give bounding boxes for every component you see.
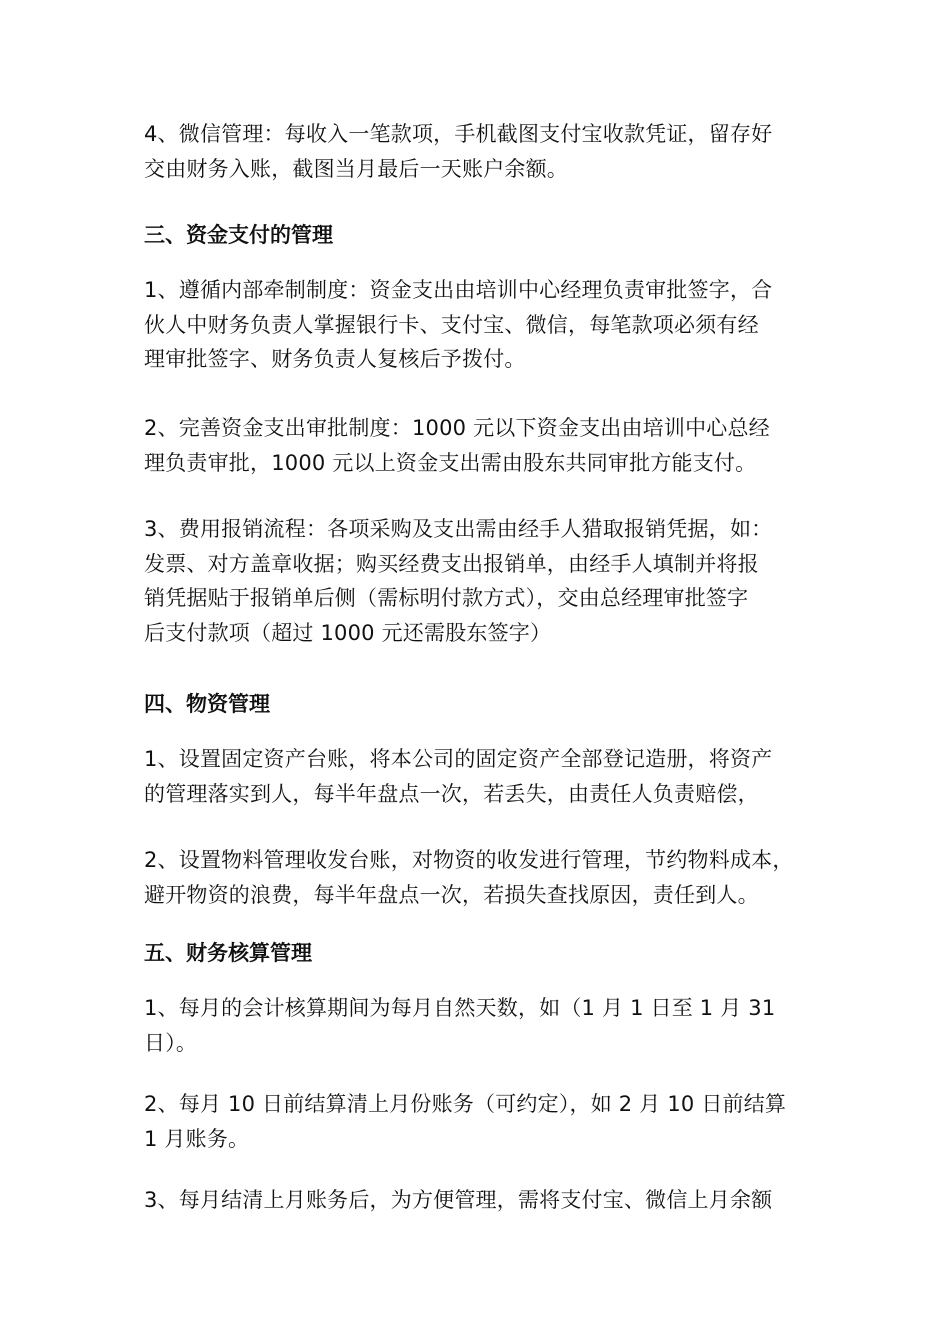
section-heading-accounting: 五、财务核算管理 <box>144 941 312 965</box>
text-line: 发票、对方盖章收据；购买经费支出报销单，由经手人填制并将报 <box>144 551 759 576</box>
paragraph-monthly-settlement <box>144 1087 824 1156</box>
text-line: 伙人中财务负责人掌握银行卡、支付宝、微信，每笔款项必须有经 <box>144 312 759 337</box>
text-line: 避开物资的浪费，每半年盘点一次，若损失查找原因，责任到人。 <box>144 882 759 907</box>
text-line: 1、设置固定资产台账，将本公司的固定资产全部登记造册，将资产 <box>144 747 773 771</box>
paragraph-internal-control <box>144 273 824 377</box>
text-line: 日）。 <box>144 1030 198 1055</box>
text-line: 2、每月 10 日前结算清上月份账务（可约定），如 2 月 10 日前结算 <box>144 1092 787 1116</box>
text-line: 1 月账务。 <box>144 1126 250 1151</box>
text-line: 理审批签字、财务负责人复核后予拨付。 <box>144 347 526 371</box>
text-line: 后支付款项（超过 1000 元还需股东签字） <box>144 620 552 645</box>
text-line: 1、每月的会计核算期间为每月自然天数，如（1 月 1 日至 1 月 31 <box>144 996 776 1020</box>
text-line: 2、设置物料管理收发台账，对物资的收发进行管理，节约物料成本， <box>144 848 794 872</box>
text-line: 1、遵循内部牵制制度：资金支出由培训中心经理负责审批签字，合 <box>144 278 773 302</box>
text-line: 4、微信管理：每收入一笔款项，手机截图支付宝收款凭证，留存好 <box>144 122 773 146</box>
paragraph-wechat-management <box>144 117 824 186</box>
section-heading-materials: 四、物资管理 <box>144 692 270 716</box>
text-line: 交由财务入账，截图当月最后一天账户余额。 <box>144 156 568 181</box>
paragraph-approval-system <box>144 411 824 480</box>
paragraph-accounting-period <box>144 991 824 1060</box>
text-line: 3、费用报销流程：各项采购及支出需由经手人猎取报销凭据，如： <box>144 517 773 541</box>
paragraph-reimbursement-process <box>144 512 824 650</box>
section-heading-fund-payment: 三、资金支付的管理 <box>144 223 333 247</box>
text-line: 理负责审批，1000 元以上资金支出需由股东共同审批方能支付。 <box>144 450 757 475</box>
text-line: 销凭据贴于报销单后侧（需标明付款方式），交由总经理审批签字 <box>144 586 749 610</box>
paragraph-balance-handling <box>144 1183 824 1218</box>
text-line: 3、每月结清上月账务后，为方便管理，需将支付宝、微信上月余额 <box>144 1188 773 1212</box>
paragraph-fixed-assets <box>144 742 824 811</box>
text-line: 的管理落实到人，每半年盘点一次，若丢失，由责任人负责赔偿， <box>144 781 759 806</box>
paragraph-material-ledger <box>144 843 824 912</box>
text-line: 2、完善资金支出审批制度：1000 元以下资金支出由培训中心总经 <box>144 416 770 440</box>
